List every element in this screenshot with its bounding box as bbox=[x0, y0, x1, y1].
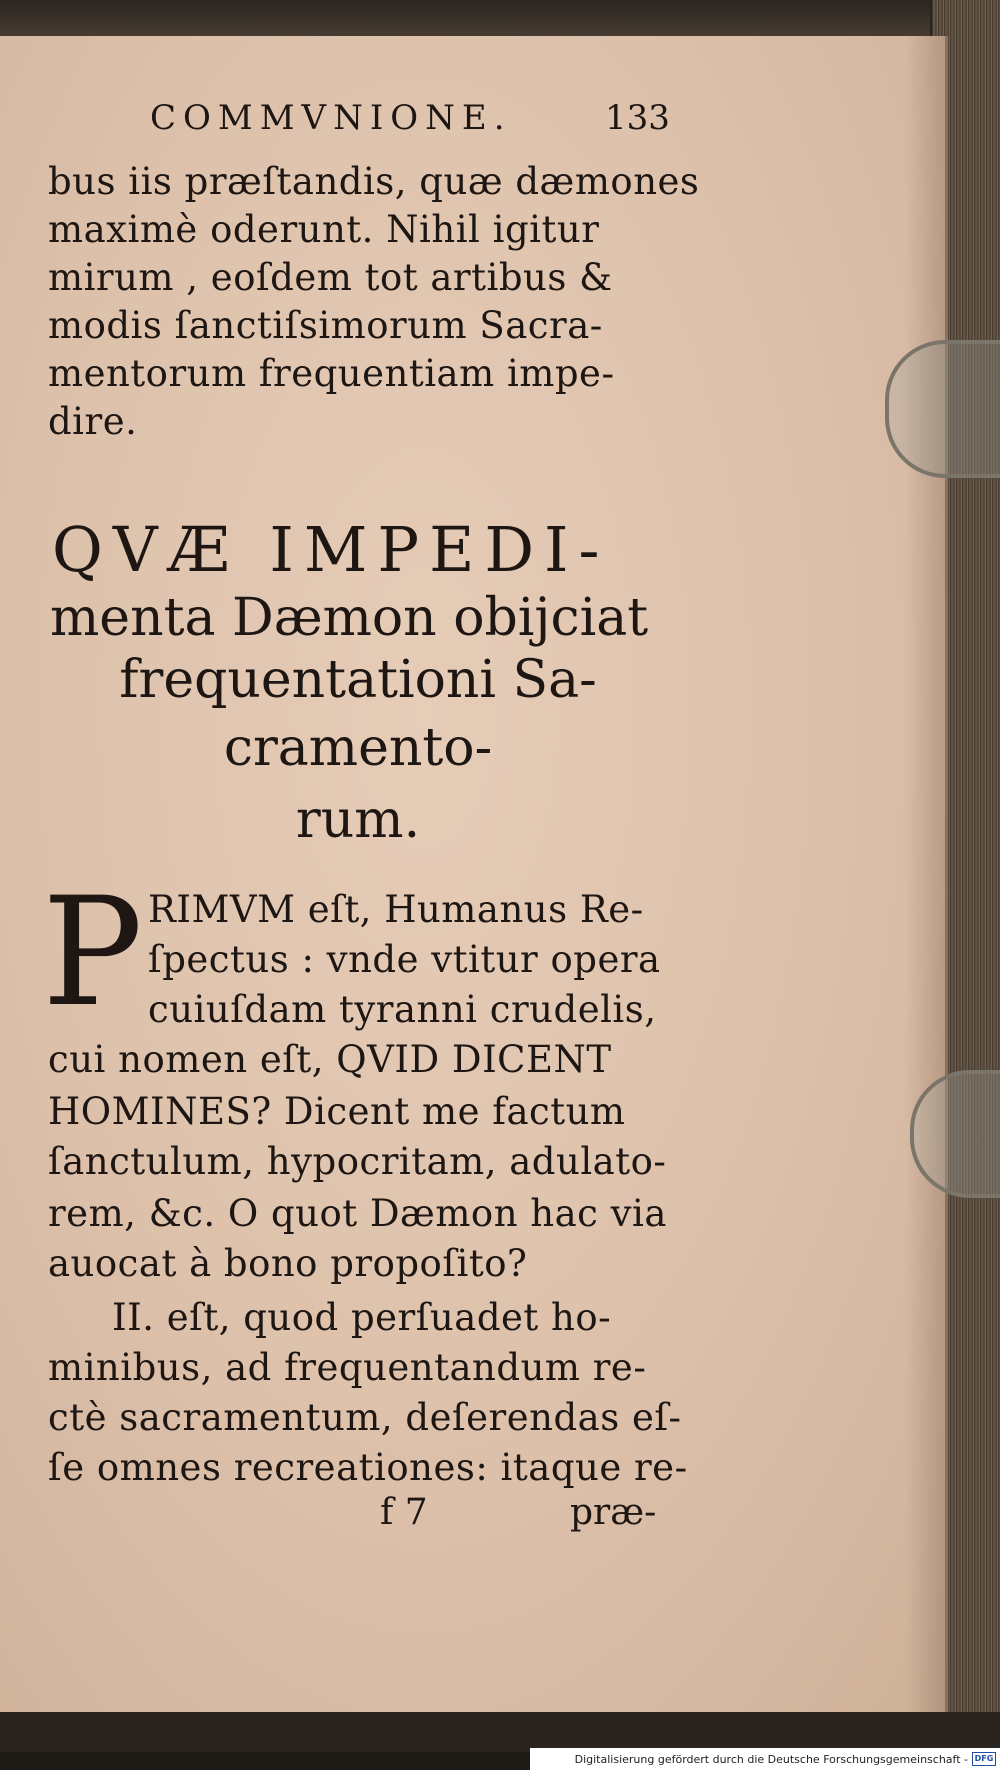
section-heading-line: menta Dæmon obijciat bbox=[50, 588, 649, 648]
catchword: præ- bbox=[570, 1492, 657, 1533]
section-heading-line: rum. bbox=[295, 790, 421, 850]
text-line: rem, &c. O quot Dæmon hac via bbox=[48, 1192, 667, 1235]
text-line: cuiuſdam tyranni crudelis, bbox=[148, 988, 657, 1031]
text-line: mirum , eoſdem tot artibus & bbox=[48, 256, 613, 299]
section-heading-line: QVÆ IMPEDI- bbox=[52, 513, 610, 586]
section-heading-line: cramento- bbox=[223, 718, 493, 778]
text-line: ſanctulum, hypocritam, adulato- bbox=[48, 1140, 667, 1183]
text-line: dire. bbox=[48, 400, 138, 443]
credit-text: Digitalisierung gefördert durch die Deutsche Forschungsgemeinschaft - bbox=[574, 1752, 968, 1766]
text-line: HOMINES? Dicent me factum bbox=[48, 1090, 626, 1133]
text-line: modis ſanctiſsimorum Sacra- bbox=[48, 304, 603, 347]
text-line: auocat à bono propoſito? bbox=[48, 1242, 528, 1285]
text-line: maximè oderunt. Nihil igitur bbox=[48, 208, 600, 251]
text-line: bus iis præſtandis, quæ dæmones bbox=[48, 160, 700, 203]
text-line: RIMVM eſt, Humanus Re- bbox=[148, 888, 644, 931]
running-title: COMMVNIONE. bbox=[150, 98, 512, 138]
drop-cap: P bbox=[42, 866, 143, 1040]
signature-mark: f 7 bbox=[380, 1492, 428, 1533]
text-line: cui nomen eſt, QVID DICENT bbox=[48, 1038, 612, 1081]
page-number: 133 bbox=[605, 98, 670, 138]
text-line: ſpectus : vnde vtitur opera bbox=[148, 938, 661, 981]
digitization-credit bbox=[530, 1748, 1000, 1770]
text-line: II. eſt, quod perſuadet ho- bbox=[112, 1296, 612, 1339]
dfg-logo-icon: DFG bbox=[972, 1752, 996, 1766]
text-line: minibus, ad frequentandum re- bbox=[48, 1346, 647, 1389]
book-bottom-edge bbox=[0, 1712, 1000, 1752]
text-line: ctè sacramentum, deſerendas eſ- bbox=[48, 1396, 682, 1439]
text-line: ſe omnes recreationes: itaque re- bbox=[48, 1446, 688, 1489]
text-line: mentorum frequentiam impe- bbox=[48, 352, 615, 395]
section-heading-line: frequentationi Sa- bbox=[119, 650, 597, 710]
